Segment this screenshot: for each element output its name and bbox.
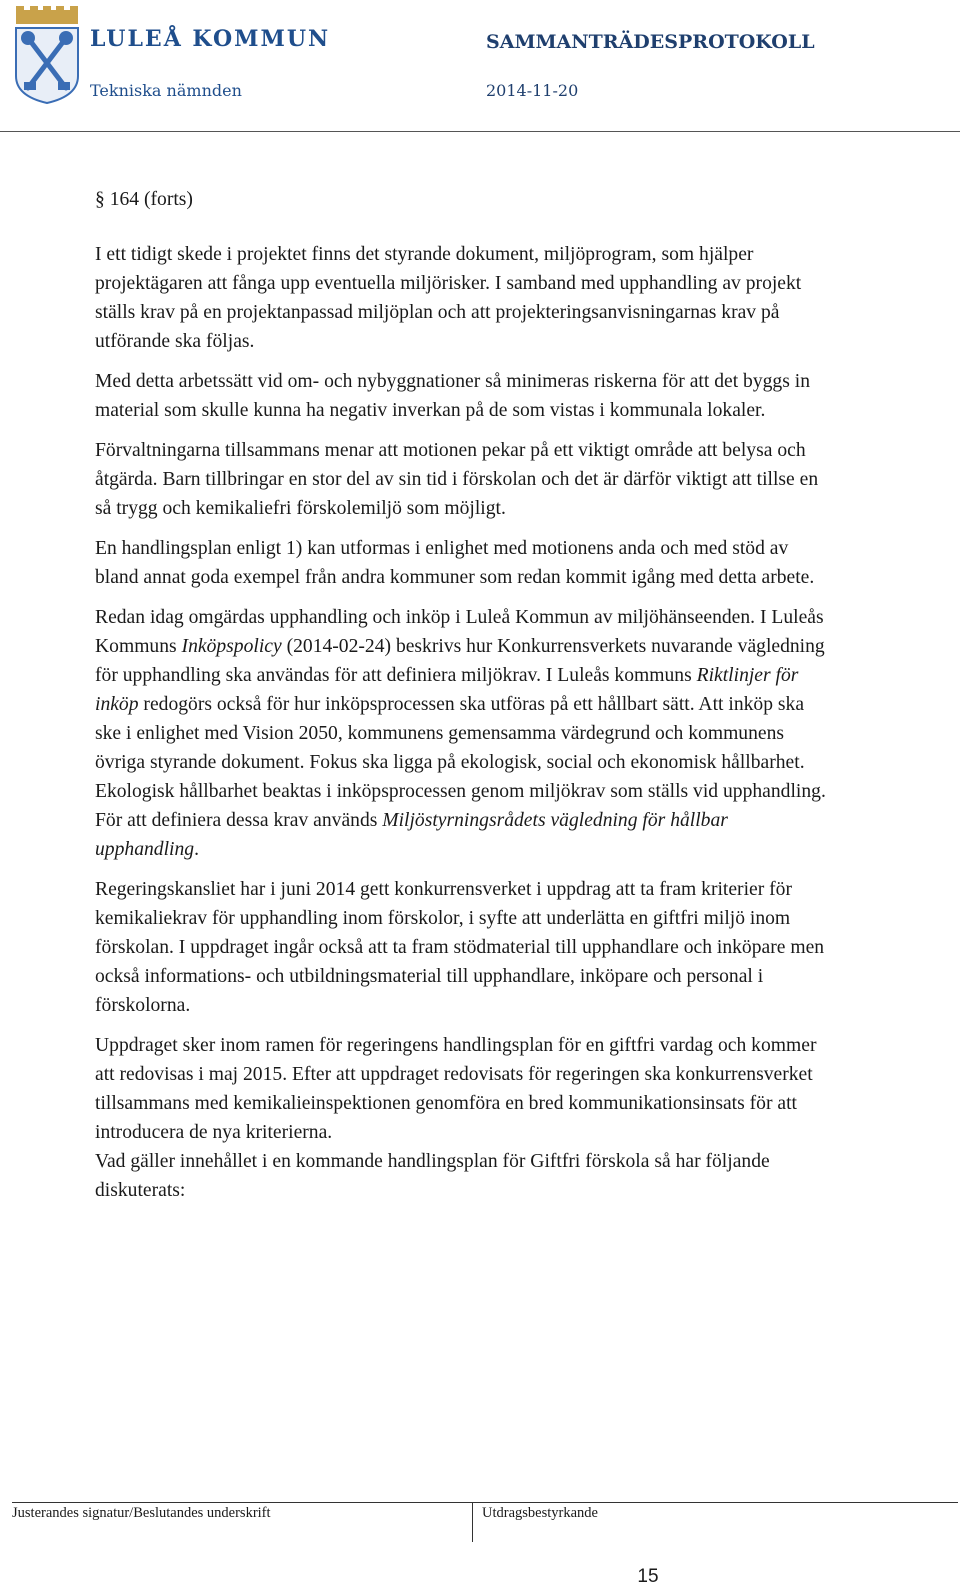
department-name: Tekniska nämnden [90, 81, 242, 100]
paragraph-5-text-d: . [194, 839, 199, 860]
paragraph-5-text-c: redogörs också för hur inköpsprocessen ska utföras på ett hållbart sätt. Att inköp ska ske i enlighet med Vision 2050, kommunens gemensamma värdegrund och kommunens övriga styrande dokument. Fokus ska ligga på ekologisk, social och ekonomisk hållbarhet. Ekologisk hållbarhet beaktas i inköpsprocessen genom miljökrav som ställs vid upphandling. För att definiera dessa krav används [95, 694, 826, 831]
header-divider [0, 131, 960, 132]
paragraph-6: Regeringskansliet har i juni 2014 gett konkurrensverket i uppdrag att ta fram kriterier för kemikaliekrav för upphandling inom förskolor, i syfte att underlätta en giftfri miljö inom förskolan. I uppdraget ingår också att ta fram stödmaterial till upphandlare och inköpare men också informations- och utbildningsmaterial till upphandlare, inköpare och personal i förskolorna. [95, 879, 825, 1016]
paragraph-2: Med detta arbetssätt vid om- och nybyggnationer så minimeras riskerna för att det byggs in material som skulle kunna ha negativ inverkan på de som vistas i kommunala lokaler. [95, 371, 810, 421]
paragraph-4: En handlingsplan enligt 1) kan utformas i enlighet med motionens anda och med stöd av bland annat goda exempel från andra kommuner som redan kommit igång med detta arbete. [95, 538, 815, 588]
luleå-crest-icon [12, 6, 82, 104]
signature-label: Justerandes signatur/Beslutandes underskrift [12, 1505, 271, 1521]
paragraph-5-text-b: (2014-02-24) beskrivs hur Konkurrensverkets nuvarande vägledning för upphandling ska användas för att definiera miljökrav. I Luleås kommuns [95, 636, 825, 686]
organization-name: LULEÅ KOMMUN [90, 26, 331, 52]
inkopspolicy-title: Inköpspolicy [181, 636, 282, 657]
paragraph-5 [95, 603, 830, 864]
protocol-body [95, 185, 830, 1216]
paragraph-8: Vad gäller innehållet i en kommande handlingsplan för Giftfri förskola så har följande diskuterats: [95, 1151, 770, 1201]
extract-certification-label: Utdragsbestyrkande [482, 1505, 598, 1521]
paragraph-1: I ett tidigt skede i projektet finns det styrande dokument, miljöprogram, som hjälper projektägaren att fånga upp eventuella miljörisker. I samband med upphandling av projekt ställs krav på en projektanpassad miljöplan och att projekteringsanvisningarnas krav på utförande ska följas. [95, 244, 802, 352]
paragraph-3: Förvaltningarna tillsammans menar att motionen pekar på ett viktigt område att belysa och åtgärda. Barn tillbringar en stor del av sin tid i förskolan och det är därför viktigt att tillse en så trygg och kemikaliefri förskolemiljö som möjligt. [95, 440, 819, 519]
page-number: 15 [637, 1566, 659, 1587]
page-header [0, 0, 960, 134]
meeting-date: 2014-11-20 [486, 81, 579, 100]
section-title: § 164 (forts) [95, 189, 193, 210]
page-number-row [0, 1566, 872, 1588]
miljostyrning-title: Miljöstyrningsrådets vägledning för hållbar upphandling [95, 810, 728, 860]
footer-column-divider [472, 1502, 473, 1542]
document-type: SAMMANTRÄDESPROTOKOLL [486, 31, 815, 53]
paragraph-7: Uppdraget sker inom ramen för regeringens handlingsplan för en giftfri vardag och kommer att redovisas i maj 2015. Efter att uppdraget redovisats för regeringen ska konkurrensverket tillsammans med kemikalieinspektionen genomföra en bred kommunikationsinsats för att introducera de nya kriterierna. [95, 1035, 817, 1143]
paragraph-5-text-a: Redan idag omgärdas upphandling och inköp i Luleå Kommun av miljöhänseenden. I Luleås Kommuns [95, 607, 824, 657]
riktlinjer-title: Riktlinjer för inköp [95, 665, 799, 715]
footer-divider [12, 1502, 958, 1503]
